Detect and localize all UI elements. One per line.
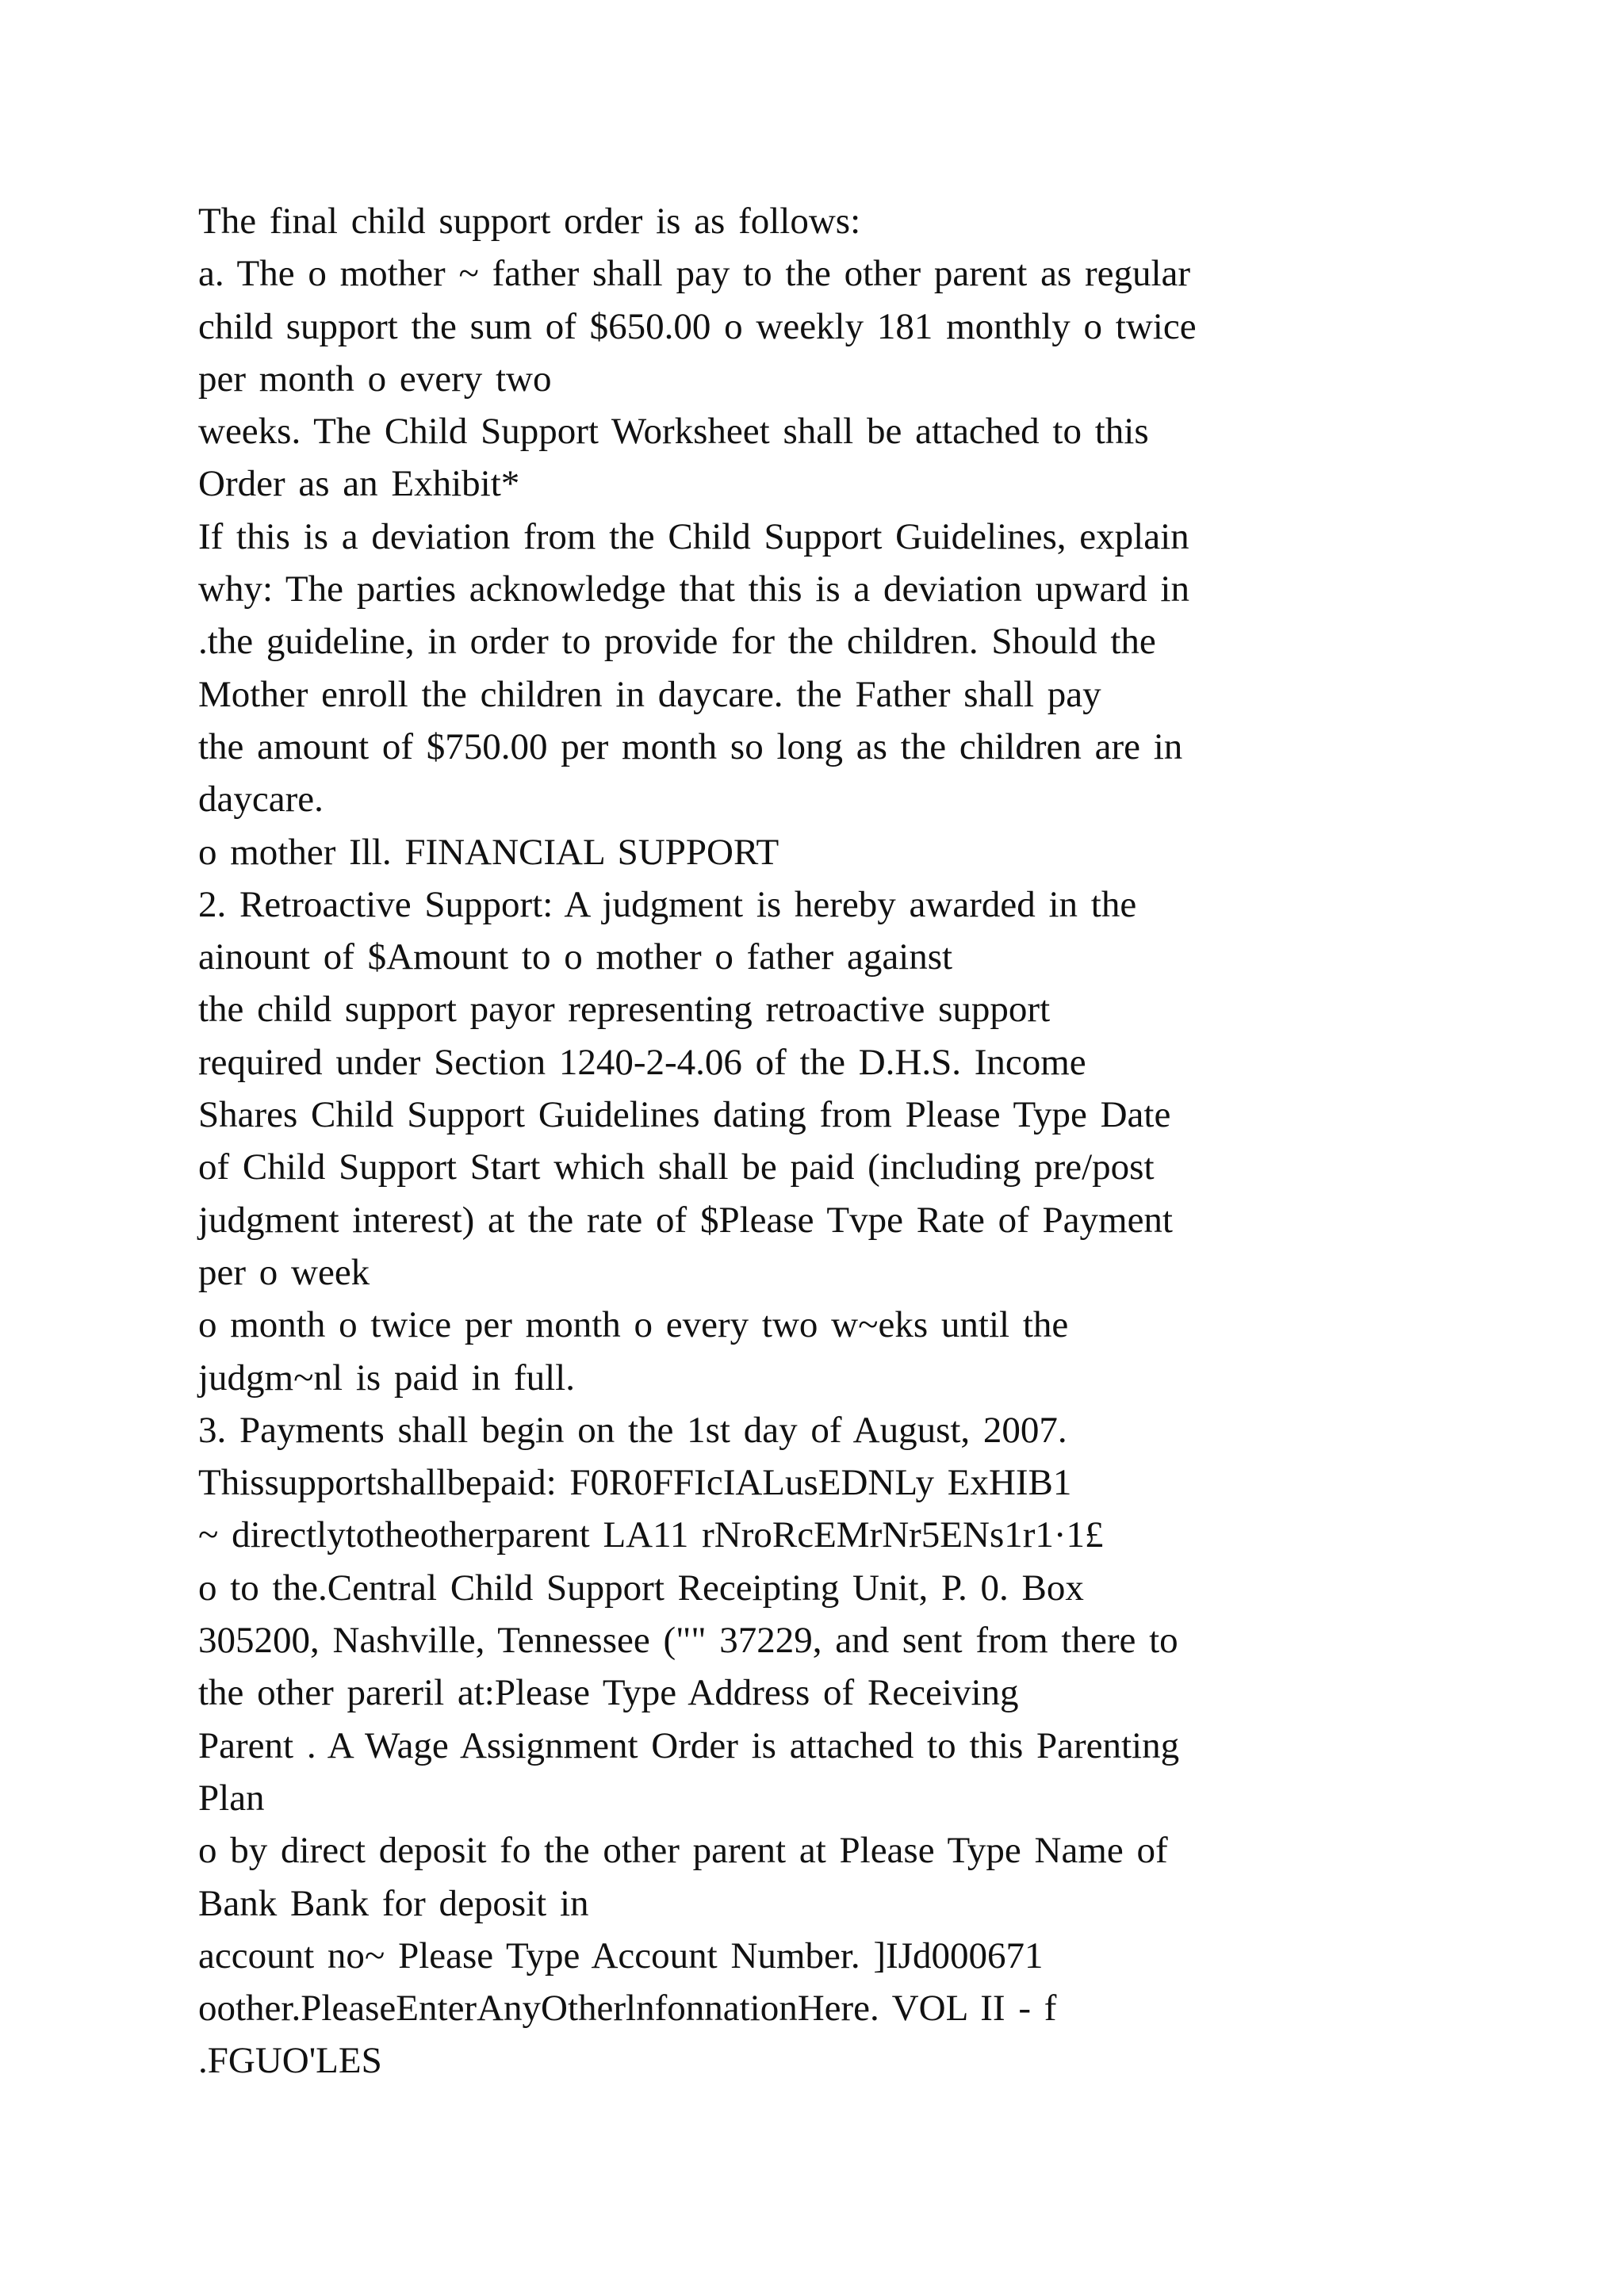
text-line: why: The parties acknowledge that this is a deviation upward in	[198, 568, 1189, 610]
text-line: 2. Retroactive Support: A judgment is hereby awarded in the	[198, 883, 1137, 925]
text-line: required under Section 1240-2-4.06 of the D.H.S. Income	[198, 1041, 1086, 1083]
text-line: child support the sum of $650.00 o weekly 181 monthly o twice	[198, 305, 1197, 347]
text-line: judgm~nl is paid in full.	[198, 1357, 575, 1399]
text-line: weeks. The Child Support Worksheet shall be attached to this	[198, 411, 1149, 453]
text-line: Thissupportshallbepaid: F0R0FFIcIALusEDNLy ExHIB1	[198, 1462, 1072, 1504]
document-body	[198, 195, 1499, 2087]
text-line: o by direct deposit fo the other parent at Please Type Name of	[198, 1830, 1168, 1872]
text-line: a. The o mother ~ father shall pay to the other parent as regular	[198, 253, 1191, 295]
text-line: the amount of $750.00 per month so long as the children are in	[198, 725, 1183, 767]
text-line: oother.PleaseEnterAnyOtherlnfonnationHere. VOL II - f	[198, 1988, 1057, 2030]
text-line: the other pareril at:Please Type Address of Receiving	[198, 1672, 1019, 1714]
text-line: per month o every two	[198, 358, 552, 400]
section-heading: o mother Ill. FINANCIAL SUPPORT	[198, 831, 779, 873]
text-line: Mother enroll the children in daycare. the Father shall pay	[198, 673, 1101, 715]
text-line: Parent . A Wage Assignment Order is attached to this Parenting	[198, 1724, 1180, 1766]
text-line: .the guideline, in order to provide for the children. Should the	[198, 621, 1156, 663]
text-line: ~ directlytotheotherparent LA11 rNroRcEMrNr5ENs1r1·1£	[198, 1514, 1104, 1556]
text-line: account no~ Please Type Account Number. ]IJd000671	[198, 1934, 1044, 1976]
text-line: judgment interest) at the rate of $Please Tvpe Rate of Payment	[198, 1199, 1173, 1241]
text-line: o to the.Central Child Support Receipting Unit, P. 0. Box	[198, 1567, 1084, 1609]
text-line: Plan	[198, 1777, 265, 1819]
text-line: The final child support order is as follows:	[198, 201, 861, 242]
text-line: 305200, Nashville, Tennessee ("" 37229, and sent from there to	[198, 1620, 1178, 1662]
text-line: of Child Support Start which shall be paid (including pre/post	[198, 1146, 1155, 1188]
text-line: Order as an Exhibit*	[198, 463, 520, 505]
text-line: ainount of $Amount to o mother o father against	[198, 936, 953, 978]
text-line: Bank Bank for deposit in	[198, 1882, 589, 1924]
text-line: o month o twice per month o every two w~eks until the	[198, 1304, 1069, 1346]
text-line: the child support payor representing retroactive support	[198, 989, 1051, 1031]
text-line: per o week	[198, 1251, 370, 1293]
text-line: .FGUO'LES	[198, 2040, 382, 2082]
text-line: Shares Child Support Guidelines dating from Please Type Date	[198, 1094, 1171, 1136]
text-line: daycare.	[198, 779, 324, 821]
text-line: If this is a deviation from the Child Support Guidelines, explain	[198, 515, 1189, 557]
text-line: 3. Payments shall begin on the 1st day of August, 2007.	[198, 1409, 1067, 1451]
